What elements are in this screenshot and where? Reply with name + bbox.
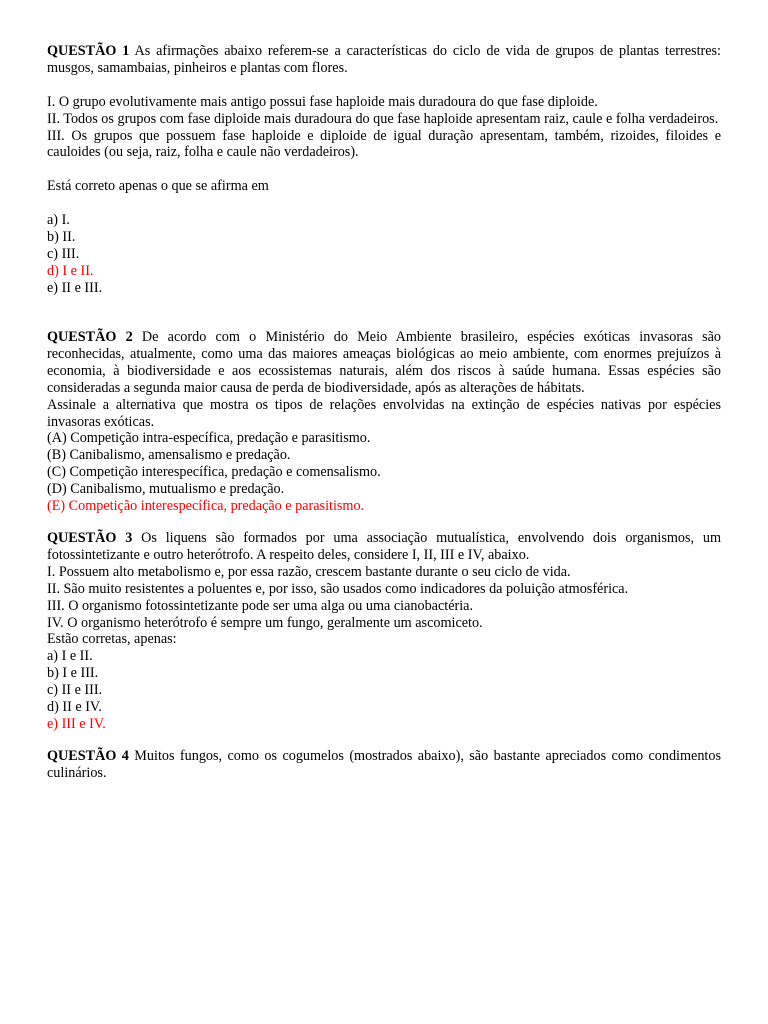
option-3-a: a) I e II. bbox=[47, 648, 93, 665]
statement-1-i: I. O grupo evolutivamente mais antigo possui fase haploide mais duradoura do que fase diploide. bbox=[47, 93, 598, 110]
option-2-b: (B) Canibalismo, amensalismo e predação. bbox=[47, 447, 291, 464]
statement-1-ii: II. Todos os grupos com fase diploide mais duradoura do que fase haploide apresentam raiz, caule e folha verdadeiros. bbox=[47, 110, 719, 127]
question-4-label: QUESTÃO 4 bbox=[47, 748, 129, 764]
statement-3-iv: IV. O organismo heterótrofo é sempre um fungo, geralmente um ascomiceto. bbox=[47, 614, 483, 631]
question-1-prompt: Está correto apenas o que se afirma em bbox=[47, 178, 269, 195]
option-3-d: d) II e IV. bbox=[47, 699, 102, 716]
option-2-c: (C) Competição interespecífica, predação e comensalismo. bbox=[47, 464, 381, 481]
question-1 bbox=[47, 43, 721, 297]
question-2 bbox=[47, 329, 721, 515]
question-1-stem: QUESTÃO 1 As afirmações abaixo referem-se a características do ciclo de vida de grupos de plantas terrestres: musgos, samambaias, pinheiros e plantas com flores. bbox=[47, 43, 721, 76]
option-3-e-correct: e) III e IV. bbox=[47, 715, 106, 732]
option-2-a: (A) Competição intra-específica, predação e parasitismo. bbox=[47, 430, 371, 447]
statement-3-ii: II. São muito resistentes a poluentes e, por isso, são usados como indicadores da poluição atmosférica. bbox=[47, 580, 629, 597]
option-1-e: e) II e III. bbox=[47, 279, 103, 296]
question-1-label: QUESTÃO 1 bbox=[47, 43, 130, 59]
option-1-d-correct: d) I e II. bbox=[47, 262, 94, 279]
option-3-c: c) II e III. bbox=[47, 682, 103, 699]
question-3-label: QUESTÃO 3 bbox=[47, 530, 133, 546]
question-3 bbox=[47, 530, 721, 733]
question-3-stem: QUESTÃO 3 Os liquens são formados por uma associação mutualística, envolvendo dois organismos, um fotossintetizante e outro heterótrofo. A respeito deles, considere I, II, III e IV, abaixo. bbox=[47, 530, 721, 563]
option-3-b: b) I e III. bbox=[47, 665, 99, 682]
question-4-stem: QUESTÃO 4 Muitos fungos, como os cogumelos (mostrados abaixo), são bastante apreciados como condimentos culinários. bbox=[47, 748, 721, 781]
statement-3-iii: III. O organismo fotossintetizante pode ser uma alga ou uma cianobactéria. bbox=[47, 597, 474, 614]
option-2-d: (D) Canibalismo, mutualismo e predação. bbox=[47, 481, 285, 498]
question-2-prompt: Assinale a alternativa que mostra os tipos de relações envolvidas na extinção de espécies nativas por espécies invasoras exóticas. bbox=[47, 396, 721, 430]
option-1-c: c) III. bbox=[47, 245, 80, 262]
question-4 bbox=[47, 748, 721, 782]
option-2-e-correct: (E) Competição interespecífica, predação e parasitismo. bbox=[47, 498, 365, 515]
option-1-a: a) I. bbox=[47, 212, 70, 229]
statement-1-iii: III. Os grupos que possuem fase haploide e diploide de igual duração apresentam, também, rizoides, filoides e cauloides (ou seja, raiz, folha e caule não verdadeiros). bbox=[47, 127, 721, 161]
option-1-b: b) II. bbox=[47, 228, 76, 245]
question-3-prompt: Estão corretas, apenas: bbox=[47, 631, 177, 648]
statement-3-i: I. Possuem alto metabolismo e, por essa razão, crescem bastante durante o seu ciclo de vida. bbox=[47, 563, 571, 580]
question-2-stem: QUESTÃO 2 De acordo com o Ministério do Meio Ambiente brasileiro, espécies exóticas invasoras são reconhecidas, atualmente, como uma das maiores ameaças biológicas ao meio ambiente, com enormes prejuízos à economia, à biodiversidade e aos ecossistemas naturais, além dos riscos à saúde humana. Essas espécies são consideradas a segunda maior causa de perda de biodiversidade, após as alterações de hábitats. bbox=[47, 329, 721, 396]
question-2-label: QUESTÃO 2 bbox=[47, 329, 133, 345]
